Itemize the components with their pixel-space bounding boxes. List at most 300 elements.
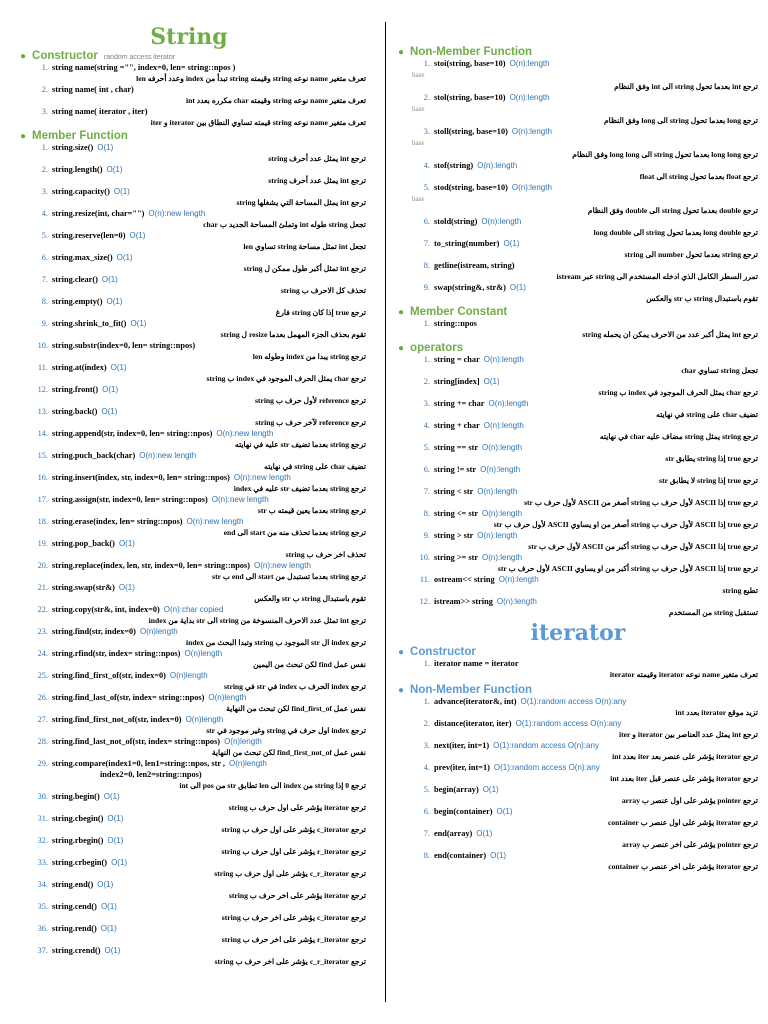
nonmember-section-heading bbox=[398, 46, 762, 58]
signature: string + char bbox=[434, 421, 480, 430]
signature-line bbox=[412, 552, 758, 563]
description: ترجع reference لآخر حرف ب string bbox=[255, 418, 366, 427]
complexity: O(n):length bbox=[509, 93, 550, 102]
description: نفس عمل find_first_of لكن تبحث من النهاية bbox=[226, 704, 366, 713]
signature-line bbox=[412, 92, 758, 103]
description: نفس عمل find_first_not_of لكن تبحث من النهاية bbox=[211, 748, 366, 757]
signature-line bbox=[412, 216, 758, 227]
signature: string != str bbox=[434, 465, 477, 474]
item-number: 6. bbox=[423, 217, 430, 226]
item-number: 5. bbox=[423, 443, 430, 452]
complexity: O(1) bbox=[130, 319, 147, 328]
section-title: Constructor bbox=[32, 50, 98, 62]
list-item bbox=[412, 696, 758, 718]
list-item bbox=[30, 384, 366, 406]
item-number: 12. bbox=[419, 597, 430, 606]
complexity: O(1) bbox=[107, 836, 124, 845]
list-item bbox=[30, 252, 366, 274]
signature: string.erase(index, len= string::npos) bbox=[52, 517, 183, 526]
description: نفس عمل find لكن تبحث من اليمين bbox=[253, 660, 366, 669]
list-item bbox=[30, 813, 366, 835]
description: ترجع string بعدما يعين قيمته ب str bbox=[257, 506, 366, 515]
complexity: O(1) bbox=[113, 187, 130, 196]
description: تزيد موقع iterator بعدد int bbox=[675, 708, 758, 717]
description: تعرف متغير name نوعه string قيمته تساوي النطاق بين iterator و iter bbox=[150, 118, 366, 127]
complexity: O(n):length bbox=[482, 509, 523, 518]
signature: string name( int , char) bbox=[52, 85, 134, 94]
complexity: O(1) bbox=[100, 924, 117, 933]
string-title: String bbox=[150, 24, 228, 50]
signature-line bbox=[30, 692, 366, 703]
complexity: O(1) bbox=[509, 283, 526, 292]
item-number: 5. bbox=[423, 785, 430, 794]
list-item bbox=[30, 791, 366, 813]
description: تحذف اخر حرف ب string bbox=[285, 550, 366, 559]
signature-line bbox=[412, 718, 758, 729]
signature: prev(iter, int=1) bbox=[434, 763, 490, 772]
complexity: O(1) bbox=[129, 231, 146, 240]
list-item bbox=[412, 850, 758, 872]
signature: string.pop_back() bbox=[52, 539, 115, 548]
complexity: O(n):new length bbox=[253, 561, 311, 570]
signature: string.find_last_not_of(str, index= string::npos) bbox=[52, 737, 221, 746]
complexity: O(n)length bbox=[139, 627, 178, 636]
signature: next(iter, int=1) bbox=[434, 741, 490, 750]
description: ترجع pointer يؤشر على اول عنصر ب array bbox=[621, 796, 758, 805]
complexity: O(n):length bbox=[481, 217, 522, 226]
description: تحذف كل الاحرف ب string bbox=[280, 286, 366, 295]
description: ترجع long بعدما تحول string الى long وفق النظام bbox=[603, 116, 758, 125]
complexity: O(1) bbox=[106, 297, 123, 306]
complexity: O(n):length bbox=[480, 465, 521, 474]
bullet-icon: ● bbox=[20, 131, 27, 142]
signature-line bbox=[30, 106, 366, 117]
list-item bbox=[30, 450, 366, 472]
item-number: 5. bbox=[41, 231, 48, 240]
item-number: 3. bbox=[423, 127, 430, 136]
complexity: O(n):char copied bbox=[163, 605, 224, 614]
complexity: O(1) bbox=[103, 792, 120, 801]
list-item bbox=[30, 758, 366, 791]
list-item bbox=[30, 692, 366, 714]
signature-line bbox=[30, 142, 366, 153]
item-number: 5. bbox=[423, 183, 430, 192]
item-number: 4. bbox=[41, 209, 48, 218]
item-number: 7. bbox=[423, 829, 430, 838]
complexity: O(n)length bbox=[169, 671, 208, 680]
item-number: 22. bbox=[37, 605, 48, 614]
list-item bbox=[30, 494, 366, 516]
section-title: operators bbox=[410, 342, 464, 354]
signature-line bbox=[412, 398, 758, 409]
bullet-icon: ● bbox=[398, 47, 405, 58]
item-number: 8. bbox=[423, 261, 430, 270]
description: ترجع int تمثل عدد الاحرف المنسوخة من string الى str بداية من index bbox=[148, 616, 366, 625]
signature: string = char bbox=[434, 355, 480, 364]
complexity: O(n):length bbox=[511, 183, 552, 192]
description: ترجع long long بعدما تحول string الى long long وفق النظام bbox=[572, 150, 758, 159]
signature-line bbox=[412, 574, 758, 585]
list-item bbox=[30, 472, 366, 494]
section-title: Non-Member Function bbox=[410, 684, 533, 696]
right-column bbox=[394, 0, 762, 1024]
complexity: O(1) bbox=[503, 239, 520, 248]
complexity: O(n):new length bbox=[233, 473, 291, 482]
list-item bbox=[30, 208, 366, 230]
item-number: 1. bbox=[423, 697, 430, 706]
signature: string.at(index) bbox=[52, 363, 107, 372]
item-number: 35. bbox=[37, 902, 48, 911]
description: ترجع true إذا string لا يطابق str bbox=[659, 476, 758, 485]
signature-line bbox=[412, 126, 758, 137]
signature-line bbox=[30, 252, 366, 263]
list-item bbox=[30, 318, 366, 340]
signature-line bbox=[412, 238, 758, 249]
complexity: O(n):length bbox=[511, 127, 552, 136]
signature: advance(iterator&, int) bbox=[434, 697, 517, 706]
item-number: 12. bbox=[37, 385, 48, 394]
signature: string name( iterator , iter) bbox=[52, 107, 148, 116]
signature-line bbox=[30, 857, 366, 868]
list-item bbox=[30, 274, 366, 296]
signature: begin(array) bbox=[434, 785, 479, 794]
item-number: 28. bbox=[37, 737, 48, 746]
signature: stof(string) bbox=[434, 161, 474, 170]
signature: string.cend() bbox=[52, 902, 97, 911]
list-item bbox=[30, 186, 366, 208]
complexity: O(n):length bbox=[477, 487, 518, 496]
list-item bbox=[30, 901, 366, 923]
signature: string.length() bbox=[52, 165, 103, 174]
signature: ostream<< string bbox=[434, 575, 495, 584]
list-item bbox=[412, 354, 758, 376]
list-item bbox=[30, 428, 366, 450]
signature-line bbox=[412, 318, 758, 329]
list-item bbox=[412, 762, 758, 784]
item-number: 26. bbox=[37, 693, 48, 702]
complexity: O(1):random access O(n):any bbox=[493, 763, 600, 772]
description: ترجع iterator يؤشر على عنصر قبل iter بعدد int bbox=[610, 774, 758, 783]
signature-line bbox=[30, 582, 366, 593]
list-item bbox=[412, 260, 758, 282]
description: ترجع string بعدما تحذف منه من start الى end bbox=[223, 528, 366, 537]
list-item bbox=[412, 126, 758, 160]
description: ترجع iterator يؤشر على اخر عنصر ب container bbox=[608, 862, 758, 871]
item-number: 9. bbox=[423, 531, 430, 540]
item-number: 6. bbox=[41, 253, 48, 262]
description: تقوم باستبدال string ب str والعكس bbox=[646, 294, 758, 303]
item-number: 7. bbox=[423, 487, 430, 496]
signature: string == str bbox=[434, 443, 479, 452]
item-number: 2. bbox=[423, 93, 430, 102]
item-number: 1. bbox=[41, 143, 48, 152]
item-number: 11. bbox=[419, 575, 430, 584]
signature: iterator name = iterator bbox=[434, 659, 519, 668]
complexity: O(1) bbox=[110, 363, 127, 372]
list-item bbox=[412, 658, 758, 680]
list-item bbox=[412, 398, 758, 420]
description: تقوم بحذف الجزء المهمل بعدما resize ل string bbox=[220, 330, 366, 339]
signature-line bbox=[30, 758, 366, 769]
description: ترجع r_iterator يؤشر على اول حرف ب string bbox=[221, 847, 366, 856]
bullet-icon: ● bbox=[398, 343, 405, 354]
item-number: 1. bbox=[423, 659, 430, 668]
item-number: 21. bbox=[37, 583, 48, 592]
signature: string.size() bbox=[52, 143, 94, 152]
signature-line bbox=[412, 784, 758, 795]
item-number: 34. bbox=[37, 880, 48, 889]
section-title: Constructor bbox=[410, 646, 476, 658]
item-number: 8. bbox=[423, 509, 430, 518]
signature-line bbox=[30, 791, 366, 802]
item-number: 6. bbox=[423, 807, 430, 816]
list-item bbox=[30, 736, 366, 758]
list-item bbox=[30, 648, 366, 670]
section-title: Non-Member Function bbox=[410, 46, 533, 58]
signature: string.max_size() bbox=[52, 253, 113, 262]
signature-line bbox=[30, 945, 366, 956]
signature: index2=0, len2=string::npos) bbox=[100, 770, 202, 779]
signature: string.reserve(len=0) bbox=[52, 231, 126, 240]
section-note: random access iterator bbox=[103, 54, 176, 61]
signature: string >= str bbox=[434, 553, 479, 562]
list-item bbox=[30, 84, 366, 106]
item-number: 18. bbox=[37, 517, 48, 526]
list-item bbox=[412, 282, 758, 304]
description: تجعل string طوله int وتملئ المساحة الجديد ب char bbox=[203, 220, 366, 229]
item-number: 37. bbox=[37, 946, 48, 955]
signature-line bbox=[412, 464, 758, 475]
complexity: O(1) bbox=[107, 814, 124, 823]
signature-line bbox=[30, 538, 366, 549]
item-number: 20. bbox=[37, 561, 48, 570]
list-item bbox=[412, 182, 758, 216]
list-item bbox=[412, 486, 758, 508]
description: ترجع string بعدما تضيف str عليه في index bbox=[233, 484, 366, 493]
signature-line bbox=[412, 58, 758, 69]
operators-list bbox=[394, 354, 762, 618]
description: ترجع int يمثل عدد أحرف string bbox=[268, 176, 366, 185]
signature: string::npos bbox=[434, 319, 477, 328]
complexity: O(n):length bbox=[509, 59, 550, 68]
complexity: O(n):new length bbox=[148, 209, 206, 218]
signature-line bbox=[30, 384, 366, 395]
item-number: 8. bbox=[41, 297, 48, 306]
bullet-icon: ● bbox=[20, 51, 27, 62]
description: ترجع index اول حرف في string وغير موجود في str bbox=[206, 726, 366, 735]
complexity: O(n):length bbox=[483, 355, 524, 364]
list-item bbox=[30, 835, 366, 857]
item-number: 9. bbox=[423, 283, 430, 292]
signature-line bbox=[412, 260, 758, 271]
list-item bbox=[30, 582, 366, 604]
signature: to_string(number) bbox=[434, 239, 500, 248]
list-item bbox=[30, 362, 366, 384]
description: ترجع c_iterator يؤشر على اخر حرف ب string bbox=[221, 913, 366, 922]
signature-line bbox=[30, 516, 366, 527]
item-number: 24. bbox=[37, 649, 48, 658]
description: تطبع string bbox=[722, 586, 758, 595]
complexity: O(1) bbox=[490, 851, 507, 860]
description: تستقبل string من المستخدم bbox=[668, 608, 758, 617]
list-item bbox=[412, 464, 758, 486]
item-number: 1. bbox=[41, 63, 48, 72]
complexity: O(n)length bbox=[185, 715, 224, 724]
item-number: 3. bbox=[41, 187, 48, 196]
list-item bbox=[30, 857, 366, 879]
list-item bbox=[30, 945, 366, 967]
list-item bbox=[412, 596, 758, 618]
signature: string.swap(str&) bbox=[52, 583, 115, 592]
description: ترجع int بعدما تحول string الى int وفق النظام bbox=[614, 82, 758, 91]
signature-line bbox=[30, 494, 366, 505]
signature: stol(string, base=10) bbox=[434, 93, 506, 102]
param-note: base bbox=[412, 195, 425, 203]
signature-line bbox=[30, 230, 366, 241]
signature: string.insert(index, str, index=0, len= string::npos) bbox=[52, 473, 230, 482]
item-number: 3. bbox=[41, 107, 48, 116]
item-number: 10. bbox=[419, 553, 430, 562]
description: ترجع long double بعدما تحول string الى long double bbox=[593, 228, 758, 237]
signature: string.capacity() bbox=[52, 187, 110, 196]
signature-line bbox=[412, 850, 758, 861]
list-item bbox=[412, 58, 758, 92]
signature: begin(container) bbox=[434, 807, 493, 816]
list-item bbox=[30, 296, 366, 318]
signature-line bbox=[30, 626, 366, 637]
complexity: O(1) bbox=[116, 253, 133, 262]
description: ترجع true إذا ASCII لأول حرف ب string أصغر من ASCII لأول حرف ب str bbox=[524, 498, 758, 507]
signature: stoll(string, base=10) bbox=[434, 127, 508, 136]
complexity: O(n)length bbox=[184, 649, 223, 658]
signature: string < str bbox=[434, 487, 474, 496]
member-function-section-heading bbox=[20, 130, 378, 142]
constructor-list bbox=[0, 62, 378, 128]
complexity: O(n):length bbox=[482, 443, 523, 452]
item-number: 19. bbox=[37, 539, 48, 548]
signature-line bbox=[30, 560, 366, 571]
description: ترجع c_iterator يؤشر على اول حرف ب string bbox=[221, 825, 366, 834]
complexity: O(1) bbox=[97, 143, 114, 152]
signature: string.replace(index, len, str, index=0, len= string::npos) bbox=[52, 561, 250, 570]
signature-line bbox=[30, 62, 366, 73]
complexity: O(n):new length bbox=[211, 495, 269, 504]
signature: string.assign(str, index=0, len= string::npos) bbox=[52, 495, 208, 504]
item-number: 33. bbox=[37, 858, 48, 867]
signature-line bbox=[412, 530, 758, 541]
complexity: O(n):length bbox=[498, 575, 539, 584]
signature-line bbox=[412, 160, 758, 171]
description: تجعل string تساوي char bbox=[681, 366, 758, 375]
signature-line bbox=[412, 376, 758, 387]
signature: distance(iterator, iter) bbox=[434, 719, 512, 728]
signature-line bbox=[30, 296, 366, 307]
item-number: 23. bbox=[37, 627, 48, 636]
signature-line bbox=[30, 428, 366, 439]
signature: string name(string ="", index=0, len= string::npos ) bbox=[52, 63, 236, 72]
list-item bbox=[30, 164, 366, 186]
description: ترجع reference لأول حرف ب string bbox=[254, 396, 366, 405]
item-number: 1. bbox=[423, 355, 430, 364]
signature-line bbox=[30, 813, 366, 824]
signature: end(array) bbox=[434, 829, 473, 838]
signature: swap(string&, str&) bbox=[434, 283, 506, 292]
description: ترجع true إذا ASCII لأول حرف ب string أكبر من ASCII لأول حرف ب str bbox=[528, 542, 758, 551]
list-item bbox=[412, 552, 758, 574]
signature: string.cbegin() bbox=[52, 814, 104, 823]
list-item bbox=[30, 516, 366, 538]
signature-line bbox=[412, 442, 758, 453]
complexity: O(1) bbox=[97, 880, 114, 889]
signature-line bbox=[30, 923, 366, 934]
bullet-icon: ● bbox=[398, 685, 405, 696]
column-divider bbox=[385, 22, 386, 1002]
description: ترجع iterator يؤشر على اخر حرف ب string bbox=[228, 891, 366, 900]
signature: string.find_last_of(str, index= string::npos) bbox=[52, 693, 205, 702]
item-number: 15. bbox=[37, 451, 48, 460]
signature-line bbox=[412, 696, 758, 707]
list-item bbox=[412, 530, 758, 552]
nonmember-list bbox=[394, 58, 762, 304]
item-number: 10. bbox=[37, 341, 48, 350]
member-function-list bbox=[0, 142, 378, 967]
signature-line bbox=[30, 450, 366, 461]
complexity: O(1):random access O(n):any bbox=[520, 697, 627, 706]
item-number: 6. bbox=[423, 465, 430, 474]
member-constant-section-heading bbox=[398, 306, 762, 318]
item-number: 7. bbox=[423, 239, 430, 248]
list-item bbox=[30, 604, 366, 626]
complexity: O(1) bbox=[102, 385, 119, 394]
description: ترجع true إذا ASCII لأول حرف ب string أكبر من او يساوي ASCII لأول حرف ب str bbox=[497, 564, 758, 573]
section-title: Member Function bbox=[32, 130, 128, 142]
list-item bbox=[412, 784, 758, 806]
signature: string.crbegin() bbox=[52, 858, 108, 867]
list-item bbox=[412, 718, 758, 740]
signature: string.copy(str&, int, index=0) bbox=[52, 605, 160, 614]
description: ترجع true إذا string يطابق str bbox=[665, 454, 758, 463]
iterator-constructor-heading bbox=[398, 646, 762, 658]
complexity: O(n)length bbox=[224, 737, 262, 746]
complexity: O(1) bbox=[101, 407, 118, 416]
signature: string <= str bbox=[434, 509, 479, 518]
param-note: base bbox=[412, 71, 425, 79]
description: ترجع string يبدا من index وطوله len bbox=[252, 352, 366, 361]
description: تضيف char على string في نهايته bbox=[656, 410, 758, 419]
complexity: O(1):random access O(n):any bbox=[515, 719, 622, 728]
signature-line bbox=[30, 736, 366, 747]
signature: string.empty() bbox=[52, 297, 103, 306]
bullet-icon: ● bbox=[398, 647, 405, 658]
signature-line bbox=[412, 658, 758, 669]
item-number: 8. bbox=[423, 851, 430, 860]
signature-line bbox=[30, 648, 366, 659]
item-number: 32. bbox=[37, 836, 48, 845]
complexity: O(1) bbox=[483, 377, 500, 386]
signature-line bbox=[30, 835, 366, 846]
item-number: 17. bbox=[37, 495, 48, 504]
list-item bbox=[412, 318, 758, 340]
description: ترجع index ال str الموجود ب string وتبدا البحث من index bbox=[186, 638, 366, 647]
item-number: 3. bbox=[423, 741, 430, 750]
complexity: O(n):length bbox=[477, 161, 518, 170]
list-item bbox=[30, 560, 366, 582]
description: ترجع float بعدما تحول string الى float bbox=[639, 172, 758, 181]
item-number: 11. bbox=[37, 363, 48, 372]
description: ترجع c_r_iterator يؤشر على اخر حرف ب string bbox=[214, 957, 366, 966]
complexity: O(n):new length bbox=[139, 451, 197, 460]
signature: string.front() bbox=[52, 385, 99, 394]
